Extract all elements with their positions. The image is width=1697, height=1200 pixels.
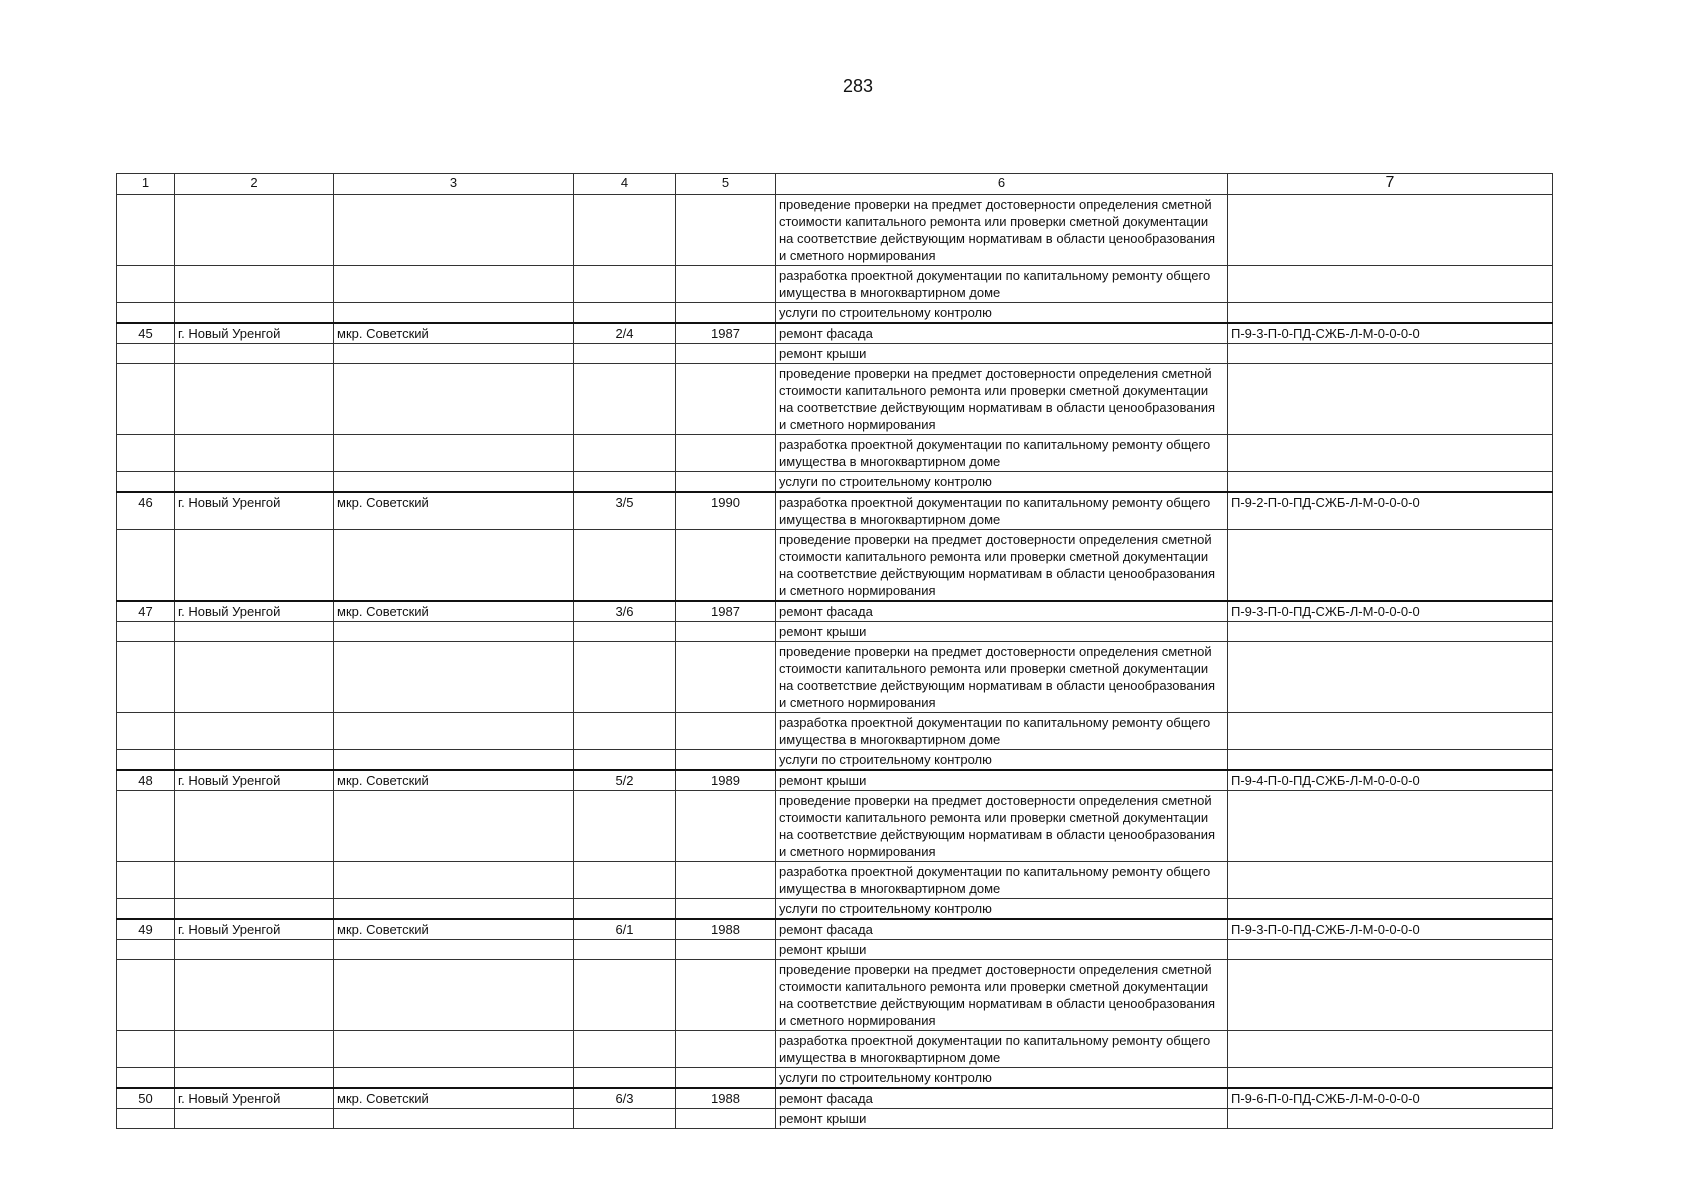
building-code-cell bbox=[1228, 530, 1553, 602]
building-code-cell bbox=[1228, 472, 1553, 493]
table-row bbox=[117, 1068, 1553, 1089]
work-type-cell: услуги по строительному контролю bbox=[776, 472, 1228, 493]
building-code-cell bbox=[1228, 622, 1553, 642]
house-number-cell bbox=[574, 303, 676, 324]
column-header-7: 7 bbox=[1228, 174, 1553, 195]
building-code-cell: П-9-3-П-0-ПД-СЖБ-Л-М-0-0-0-0 bbox=[1228, 919, 1553, 940]
house-number-cell bbox=[574, 266, 676, 303]
city-cell: г. Новый Уренгой bbox=[175, 1088, 334, 1109]
work-type-cell: ремонт фасада bbox=[776, 323, 1228, 344]
city-cell: г. Новый Уренгой bbox=[175, 492, 334, 530]
house-number-cell bbox=[574, 791, 676, 862]
street-cell: мкр. Советский bbox=[334, 323, 574, 344]
city-cell bbox=[175, 960, 334, 1031]
street-cell bbox=[334, 750, 574, 771]
work-type-cell: разработка проектной документации по капитальному ремонту общего имущества в многоквартирном доме bbox=[776, 492, 1228, 530]
build-year-cell bbox=[676, 750, 776, 771]
house-number-cell: 3/6 bbox=[574, 601, 676, 622]
work-type-cell: разработка проектной документации по капитальному ремонту общего имущества в многоквартирном доме bbox=[776, 862, 1228, 899]
building-code-cell bbox=[1228, 642, 1553, 713]
work-type-cell: проведение проверки на предмет достоверности определения сметной стоимости капитального ремонта или проверки сметной документации на соответствие действующим нормативам в области ценообразования и сметного нормирования bbox=[776, 960, 1228, 1031]
house-number-cell bbox=[574, 960, 676, 1031]
building-code-cell bbox=[1228, 750, 1553, 771]
work-type-cell: услуги по строительному контролю bbox=[776, 303, 1228, 324]
work-type-cell: услуги по строительному контролю bbox=[776, 750, 1228, 771]
table-row bbox=[117, 601, 1553, 622]
table-row bbox=[117, 960, 1553, 1031]
building-code-cell bbox=[1228, 344, 1553, 364]
street-cell bbox=[334, 1068, 574, 1089]
work-type-cell: ремонт фасада bbox=[776, 919, 1228, 940]
building-code-cell bbox=[1228, 195, 1553, 266]
row-number-cell bbox=[117, 344, 175, 364]
city-cell bbox=[175, 195, 334, 266]
city-cell bbox=[175, 750, 334, 771]
row-number-cell bbox=[117, 303, 175, 324]
building-code-cell: П-9-3-П-0-ПД-СЖБ-Л-М-0-0-0-0 bbox=[1228, 323, 1553, 344]
build-year-cell: 1990 bbox=[676, 492, 776, 530]
street-cell: мкр. Советский bbox=[334, 919, 574, 940]
row-number-cell bbox=[117, 530, 175, 602]
table-row bbox=[117, 323, 1553, 344]
row-number-cell bbox=[117, 750, 175, 771]
city-cell bbox=[175, 303, 334, 324]
work-type-cell: проведение проверки на предмет достоверности определения сметной стоимости капитального ремонта или проверки сметной документации на соответствие действующим нормативам в области ценообразования и сметного нормирования bbox=[776, 195, 1228, 266]
build-year-cell bbox=[676, 791, 776, 862]
build-year-cell bbox=[676, 960, 776, 1031]
table-row bbox=[117, 642, 1553, 713]
row-number-cell bbox=[117, 642, 175, 713]
building-code-cell bbox=[1228, 791, 1553, 862]
page-number: 283 bbox=[842, 76, 874, 96]
street-cell: мкр. Советский bbox=[334, 770, 574, 791]
build-year-cell bbox=[676, 713, 776, 750]
house-number-cell bbox=[574, 899, 676, 920]
row-number-cell bbox=[117, 266, 175, 303]
table-row bbox=[117, 940, 1553, 960]
work-type-cell: ремонт крыши bbox=[776, 344, 1228, 364]
column-header-5: 5 bbox=[676, 174, 776, 195]
house-number-cell bbox=[574, 1068, 676, 1089]
city-cell bbox=[175, 472, 334, 493]
build-year-cell bbox=[676, 1068, 776, 1089]
city-cell bbox=[175, 530, 334, 602]
row-number-cell bbox=[117, 899, 175, 920]
city-cell bbox=[175, 1031, 334, 1068]
column-header-1: 1 bbox=[117, 174, 175, 195]
house-number-cell bbox=[574, 1031, 676, 1068]
building-code-cell bbox=[1228, 1031, 1553, 1068]
city-cell bbox=[175, 642, 334, 713]
city-cell bbox=[175, 1109, 334, 1129]
row-number-cell: 50 bbox=[117, 1088, 175, 1109]
house-number-cell: 3/5 bbox=[574, 492, 676, 530]
work-type-cell: проведение проверки на предмет достоверности определения сметной стоимости капитального ремонта или проверки сметной документации на соответствие действующим нормативам в области ценообразования и сметного нормирования bbox=[776, 642, 1228, 713]
table-row bbox=[117, 770, 1553, 791]
row-number-cell: 47 bbox=[117, 601, 175, 622]
build-year-cell: 1988 bbox=[676, 919, 776, 940]
street-cell bbox=[334, 195, 574, 266]
house-number-cell bbox=[574, 530, 676, 602]
house-number-cell bbox=[574, 364, 676, 435]
table-row bbox=[117, 1031, 1553, 1068]
city-cell bbox=[175, 364, 334, 435]
building-code-cell bbox=[1228, 435, 1553, 472]
table-row bbox=[117, 195, 1553, 266]
city-cell: г. Новый Уренгой bbox=[175, 919, 334, 940]
build-year-cell bbox=[676, 195, 776, 266]
street-cell bbox=[334, 899, 574, 920]
table-row bbox=[117, 344, 1553, 364]
city-cell bbox=[175, 435, 334, 472]
build-year-cell: 1988 bbox=[676, 1088, 776, 1109]
table-row bbox=[117, 530, 1553, 602]
work-type-cell: разработка проектной документации по капитальному ремонту общего имущества в многоквартирном доме bbox=[776, 266, 1228, 303]
table-row bbox=[117, 1109, 1553, 1129]
row-number-cell: 48 bbox=[117, 770, 175, 791]
row-number-cell bbox=[117, 1109, 175, 1129]
house-number-cell bbox=[574, 344, 676, 364]
work-type-cell: разработка проектной документации по капитальному ремонту общего имущества в многоквартирном доме bbox=[776, 713, 1228, 750]
build-year-cell bbox=[676, 435, 776, 472]
city-cell: г. Новый Уренгой bbox=[175, 770, 334, 791]
table-row bbox=[117, 364, 1553, 435]
column-header-2: 2 bbox=[175, 174, 334, 195]
build-year-cell bbox=[676, 1031, 776, 1068]
house-number-cell: 6/1 bbox=[574, 919, 676, 940]
work-type-cell: ремонт фасада bbox=[776, 601, 1228, 622]
row-number-cell bbox=[117, 1068, 175, 1089]
work-type-cell: ремонт крыши bbox=[776, 1109, 1228, 1129]
table-row bbox=[117, 472, 1553, 493]
city-cell bbox=[175, 622, 334, 642]
row-number-cell bbox=[117, 435, 175, 472]
building-code-cell: П-9-2-П-0-ПД-СЖБ-Л-М-0-0-0-0 bbox=[1228, 492, 1553, 530]
street-cell bbox=[334, 1109, 574, 1129]
table-row bbox=[117, 266, 1553, 303]
build-year-cell bbox=[676, 303, 776, 324]
building-code-cell: П-9-4-П-0-ПД-СЖБ-Л-М-0-0-0-0 bbox=[1228, 770, 1553, 791]
building-code-cell bbox=[1228, 303, 1553, 324]
work-type-cell: проведение проверки на предмет достоверности определения сметной стоимости капитального ремонта или проверки сметной документации на соответствие действующим нормативам в области ценообразования и сметного нормирования bbox=[776, 791, 1228, 862]
street-cell bbox=[334, 435, 574, 472]
building-code-cell bbox=[1228, 1068, 1553, 1089]
work-type-cell: услуги по строительному контролю bbox=[776, 1068, 1228, 1089]
table-row bbox=[117, 713, 1553, 750]
street-cell bbox=[334, 940, 574, 960]
work-type-cell: разработка проектной документации по капитальному ремонту общего имущества в многоквартирном доме bbox=[776, 1031, 1228, 1068]
house-number-cell bbox=[574, 713, 676, 750]
street-cell: мкр. Советский bbox=[334, 1088, 574, 1109]
house-number-cell bbox=[574, 472, 676, 493]
build-year-cell: 1989 bbox=[676, 770, 776, 791]
capital-repair-table bbox=[116, 173, 1553, 1129]
work-type-cell: проведение проверки на предмет достоверности определения сметной стоимости капитального ремонта или проверки сметной документации на соответствие действующим нормативам в области ценообразования и сметного нормирования bbox=[776, 530, 1228, 602]
street-cell bbox=[334, 303, 574, 324]
build-year-cell bbox=[676, 530, 776, 602]
build-year-cell: 1987 bbox=[676, 601, 776, 622]
work-type-cell: ремонт крыши bbox=[776, 622, 1228, 642]
build-year-cell bbox=[676, 266, 776, 303]
street-cell bbox=[334, 713, 574, 750]
house-number-cell bbox=[574, 642, 676, 713]
street-cell: мкр. Советский bbox=[334, 492, 574, 530]
building-code-cell bbox=[1228, 713, 1553, 750]
house-number-cell bbox=[574, 435, 676, 472]
table-row bbox=[117, 862, 1553, 899]
table-body bbox=[117, 195, 1553, 1129]
building-code-cell bbox=[1228, 1109, 1553, 1129]
house-number-cell bbox=[574, 750, 676, 771]
street-cell bbox=[334, 960, 574, 1031]
row-number-cell: 46 bbox=[117, 492, 175, 530]
house-number-cell bbox=[574, 195, 676, 266]
house-number-cell bbox=[574, 1109, 676, 1129]
house-number-cell bbox=[574, 862, 676, 899]
street-cell bbox=[334, 862, 574, 899]
row-number-cell: 49 bbox=[117, 919, 175, 940]
house-number-cell: 2/4 bbox=[574, 323, 676, 344]
row-number-cell bbox=[117, 622, 175, 642]
building-code-cell: П-9-3-П-0-ПД-СЖБ-Л-М-0-0-0-0 bbox=[1228, 601, 1553, 622]
work-type-cell: ремонт фасада bbox=[776, 1088, 1228, 1109]
street-cell bbox=[334, 791, 574, 862]
street-cell bbox=[334, 622, 574, 642]
build-year-cell bbox=[676, 940, 776, 960]
build-year-cell bbox=[676, 1109, 776, 1129]
build-year-cell bbox=[676, 364, 776, 435]
column-header-3: 3 bbox=[334, 174, 574, 195]
table-row bbox=[117, 791, 1553, 862]
city-cell bbox=[175, 862, 334, 899]
build-year-cell bbox=[676, 472, 776, 493]
column-header-6: 6 bbox=[776, 174, 1228, 195]
street-cell bbox=[334, 344, 574, 364]
table-row bbox=[117, 919, 1553, 940]
street-cell bbox=[334, 472, 574, 493]
table-row bbox=[117, 750, 1553, 771]
house-number-cell: 6/3 bbox=[574, 1088, 676, 1109]
city-cell bbox=[175, 713, 334, 750]
house-number-cell bbox=[574, 940, 676, 960]
work-type-cell: ремонт крыши bbox=[776, 940, 1228, 960]
house-number-cell: 5/2 bbox=[574, 770, 676, 791]
city-cell bbox=[175, 344, 334, 364]
city-cell bbox=[175, 1068, 334, 1089]
column-header-4: 4 bbox=[574, 174, 676, 195]
city-cell bbox=[175, 940, 334, 960]
table-row bbox=[117, 303, 1553, 324]
street-cell bbox=[334, 1031, 574, 1068]
table-row bbox=[117, 899, 1553, 920]
street-cell bbox=[334, 642, 574, 713]
house-number-cell bbox=[574, 622, 676, 642]
build-year-cell bbox=[676, 642, 776, 713]
column-number-row bbox=[117, 174, 1553, 195]
street-cell bbox=[334, 364, 574, 435]
street-cell bbox=[334, 266, 574, 303]
row-number-cell: 45 bbox=[117, 323, 175, 344]
work-type-cell: проведение проверки на предмет достоверности определения сметной стоимости капитального ремонта или проверки сметной документации на соответствие действующим нормативам в области ценообразования и сметного нормирования bbox=[776, 364, 1228, 435]
building-code-cell bbox=[1228, 862, 1553, 899]
building-code-cell bbox=[1228, 940, 1553, 960]
table-row bbox=[117, 435, 1553, 472]
row-number-cell bbox=[117, 960, 175, 1031]
table-row bbox=[117, 1088, 1553, 1109]
row-number-cell bbox=[117, 940, 175, 960]
work-type-cell: услуги по строительному контролю bbox=[776, 899, 1228, 920]
row-number-cell bbox=[117, 364, 175, 435]
building-code-cell bbox=[1228, 899, 1553, 920]
row-number-cell bbox=[117, 862, 175, 899]
build-year-cell bbox=[676, 862, 776, 899]
row-number-cell bbox=[117, 713, 175, 750]
city-cell: г. Новый Уренгой bbox=[175, 601, 334, 622]
street-cell: мкр. Советский bbox=[334, 601, 574, 622]
build-year-cell bbox=[676, 622, 776, 642]
city-cell bbox=[175, 791, 334, 862]
city-cell: г. Новый Уренгой bbox=[175, 323, 334, 344]
row-number-cell bbox=[117, 1031, 175, 1068]
build-year-cell bbox=[676, 344, 776, 364]
work-type-cell: разработка проектной документации по капитальному ремонту общего имущества в многоквартирном доме bbox=[776, 435, 1228, 472]
build-year-cell: 1987 bbox=[676, 323, 776, 344]
row-number-cell bbox=[117, 195, 175, 266]
city-cell bbox=[175, 266, 334, 303]
building-code-cell bbox=[1228, 364, 1553, 435]
work-type-cell: ремонт крыши bbox=[776, 770, 1228, 791]
table-row bbox=[117, 492, 1553, 530]
building-code-cell: П-9-6-П-0-ПД-СЖБ-Л-М-0-0-0-0 bbox=[1228, 1088, 1553, 1109]
building-code-cell bbox=[1228, 266, 1553, 303]
city-cell bbox=[175, 899, 334, 920]
table-row bbox=[117, 622, 1553, 642]
building-code-cell bbox=[1228, 960, 1553, 1031]
row-number-cell bbox=[117, 791, 175, 862]
row-number-cell bbox=[117, 472, 175, 493]
build-year-cell bbox=[676, 899, 776, 920]
street-cell bbox=[334, 530, 574, 602]
